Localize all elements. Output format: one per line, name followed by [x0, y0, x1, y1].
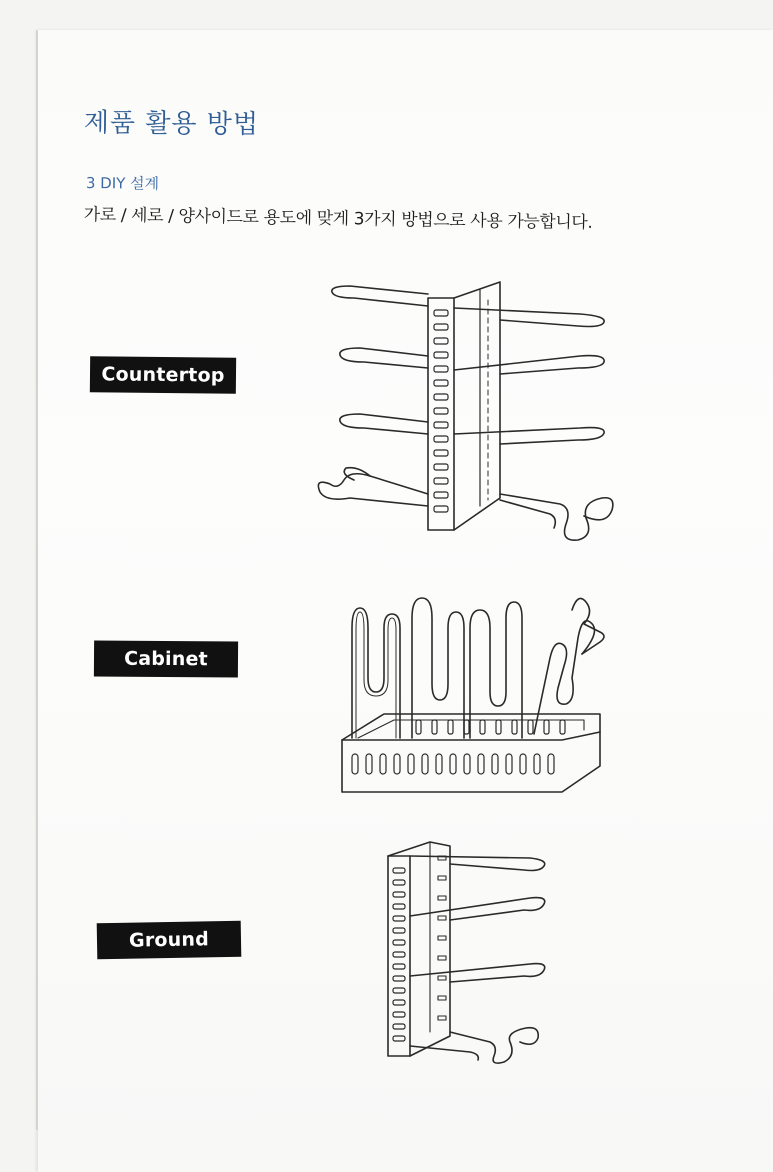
cabinet-rack-illustration — [338, 588, 608, 798]
countertop-rack-illustration — [310, 270, 630, 550]
countertop-label: Countertop — [90, 356, 236, 394]
section-label: 3 DIY 설계 — [85, 173, 160, 193]
page-title: 제품 활용 방법 — [83, 107, 260, 140]
cabinet-label: Cabinet — [94, 640, 238, 677]
description-text: 가로 / 세로 / 양사이드로 용도에 맞게 3가지 방법으로 사용 가능합니다. — [83, 204, 593, 233]
ground-label: Ground — [97, 921, 242, 960]
ground-rack-illustration — [380, 836, 560, 1064]
